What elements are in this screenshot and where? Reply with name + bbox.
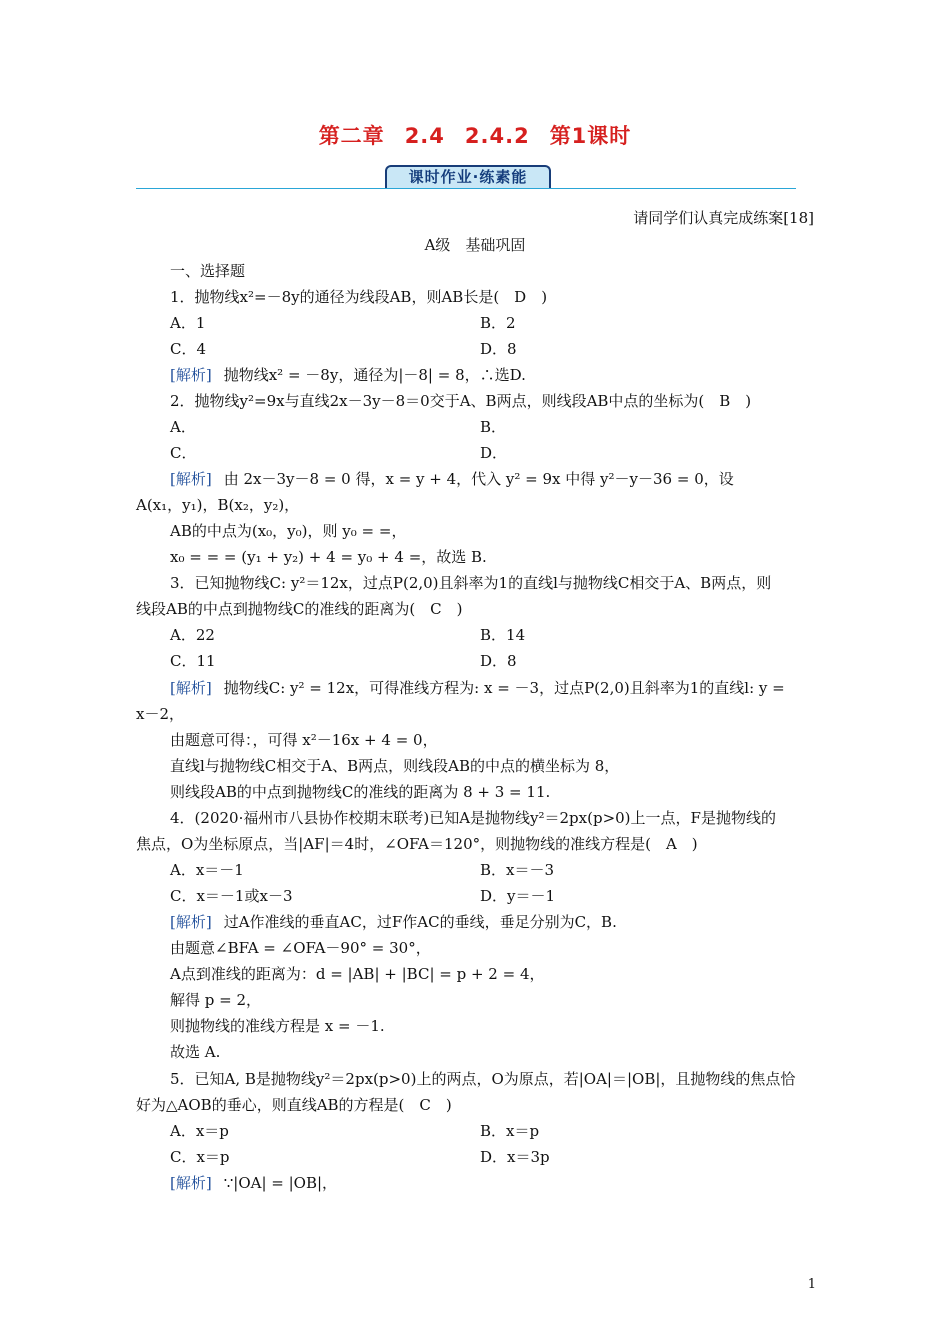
q5-option-c: C．x＝p: [170, 1148, 230, 1166]
section-heading: 一、选择题: [170, 262, 246, 280]
analysis-tag: [解析]: [170, 470, 212, 488]
analysis-tag: [解析]: [170, 366, 212, 384]
q2-solution-4: x₀ = = = (y₁ + y₂) + 4 = y₀ + 4 =，故选 B.: [170, 548, 487, 566]
question-2: 2．抛物线y²=9x与直线2x－3y－8＝0交于A、B两点，则线段AB中点的坐标为( B ): [170, 392, 752, 410]
section-label: 2.4: [404, 124, 445, 148]
q2-option-c: C．: [170, 444, 197, 462]
q5-solution-text: ∵|OA| = |OB|，: [223, 1174, 338, 1192]
q4-solution-text: 过A作准线的垂直AC，过F作AC的垂线，垂足分别为C，B.: [223, 913, 617, 931]
question-1: 1．抛物线x²=－8y的通径为线段AB，则AB长是( D ): [170, 288, 548, 306]
header-divider: [136, 188, 796, 189]
q2-solution-3: AB的中点为(x₀，y₀)，则 y₀ = =，: [170, 522, 407, 540]
q4-solution-4: 解得 p = 2，: [170, 991, 262, 1009]
page-number: 1: [807, 1277, 816, 1292]
question-3-line-2: 线段AB的中点到抛物线C的准线的距离为( C ): [136, 600, 463, 618]
analysis-tag: [解析]: [170, 679, 212, 697]
question-3-line-1: 3．已知抛物线C: y²＝12x，过点P(2,0)且斜率为1的直线l与抛物线C相交于A、B两点，则: [170, 574, 772, 592]
q5-option-b: B．x＝p: [480, 1122, 540, 1140]
chapter-label: 第二章: [318, 124, 385, 148]
q4-solution-3: A点到准线的距离为：d = |AB| + |BC| = p + 2 = 4，: [170, 965, 545, 983]
page-title: [0, 120, 950, 150]
analysis-tag: [解析]: [170, 913, 212, 931]
q4-solution-1: [170, 912, 617, 932]
q3-option-c: C．11: [170, 652, 216, 670]
q3-solution-4: 直线l与抛物线C相交于A、B两点，则线段AB的中点的横坐标为 8，: [170, 757, 620, 775]
q2-solution-2: A(x₁，y₁)，B(x₂，y₂)，: [136, 496, 300, 514]
q3-solution-text: 抛物线C: y² = 12x，可得准线方程为: x = －3，过点P(2,0)且斜率为1的直线l: y =: [223, 679, 785, 697]
q4-solution-2: 由题意∠BFA = ∠OFA－90° = 30°，: [170, 939, 431, 957]
q2-option-b: B．: [480, 418, 507, 436]
q2-solution-text: 由 2x－3y－8 = 0 得，x = y + 4，代入 y² = 9x 中得 y²－y－36 = 0，设: [223, 470, 734, 488]
lesson-label: 第1课时: [549, 124, 632, 148]
question-5-line-1: 5．已知A, B是抛物线y²＝2px(p>0)上的两点，O为原点，若|OA|＝|OB|，且抛物线的焦点恰: [170, 1070, 796, 1088]
analysis-tag: [解析]: [170, 1174, 212, 1192]
homework-banner: 课时作业·练素能: [385, 165, 551, 188]
q5-solution-1: [170, 1173, 337, 1193]
practice-tip: 请同学们认真完成练案[18]: [633, 209, 814, 227]
q4-option-c: C．x＝－1或x－3: [170, 887, 293, 905]
q5-option-d: D．x＝3p: [480, 1148, 550, 1166]
q2-option-a: A．: [170, 418, 196, 436]
q3-option-a: A．22: [170, 626, 215, 644]
q3-solution-5: 则线段AB的中点到抛物线C的准线的距离为 8 + 3 = 11.: [170, 783, 551, 801]
q3-solution-1: [170, 678, 785, 698]
q4-solution-5: 则抛物线的准线方程是 x = －1.: [170, 1017, 385, 1035]
subsection-label: 2.4.2: [464, 124, 530, 148]
level-heading: A级 基础巩固: [424, 236, 526, 254]
q4-option-d: D．y＝－1: [480, 887, 556, 905]
q3-solution-2: x－2，: [136, 705, 185, 723]
q1-solution-text: 抛物线x² = －8y，通径为|－8| = 8，∴选D.: [223, 366, 526, 384]
q1-option-b: B．2: [480, 314, 516, 332]
q3-option-d: D．8: [480, 652, 517, 670]
q1-option-d: D．8: [480, 340, 517, 358]
q5-option-a: A．x＝p: [170, 1122, 229, 1140]
q4-solution-6: 故选 A.: [170, 1043, 221, 1061]
question-4-line-2: 焦点，O为坐标原点，当|AF|＝4时，∠OFA＝120°，则抛物线的准线方程是( A ): [136, 835, 698, 853]
question-5-line-2: 好为△AOB的垂心，则直线AB的方程是( C ): [136, 1096, 452, 1114]
q4-option-b: B．x＝－3: [480, 861, 555, 879]
q2-option-d: D．: [480, 444, 508, 462]
q1-solution: [170, 365, 526, 385]
q2-solution-1: [170, 469, 734, 489]
q3-solution-3: 由题意可得：，可得 x²－16x + 4 = 0，: [170, 731, 438, 749]
q3-option-b: B．14: [480, 626, 526, 644]
q4-option-a: A．x＝－1: [170, 861, 244, 879]
question-4-line-1: 4．(2020·福州市八县协作校期末联考)已知A是抛物线y²＝2px(p>0)上一点，F是抛物线的: [170, 809, 776, 827]
q1-option-a: A．1: [170, 314, 206, 332]
q1-option-c: C．4: [170, 340, 207, 358]
